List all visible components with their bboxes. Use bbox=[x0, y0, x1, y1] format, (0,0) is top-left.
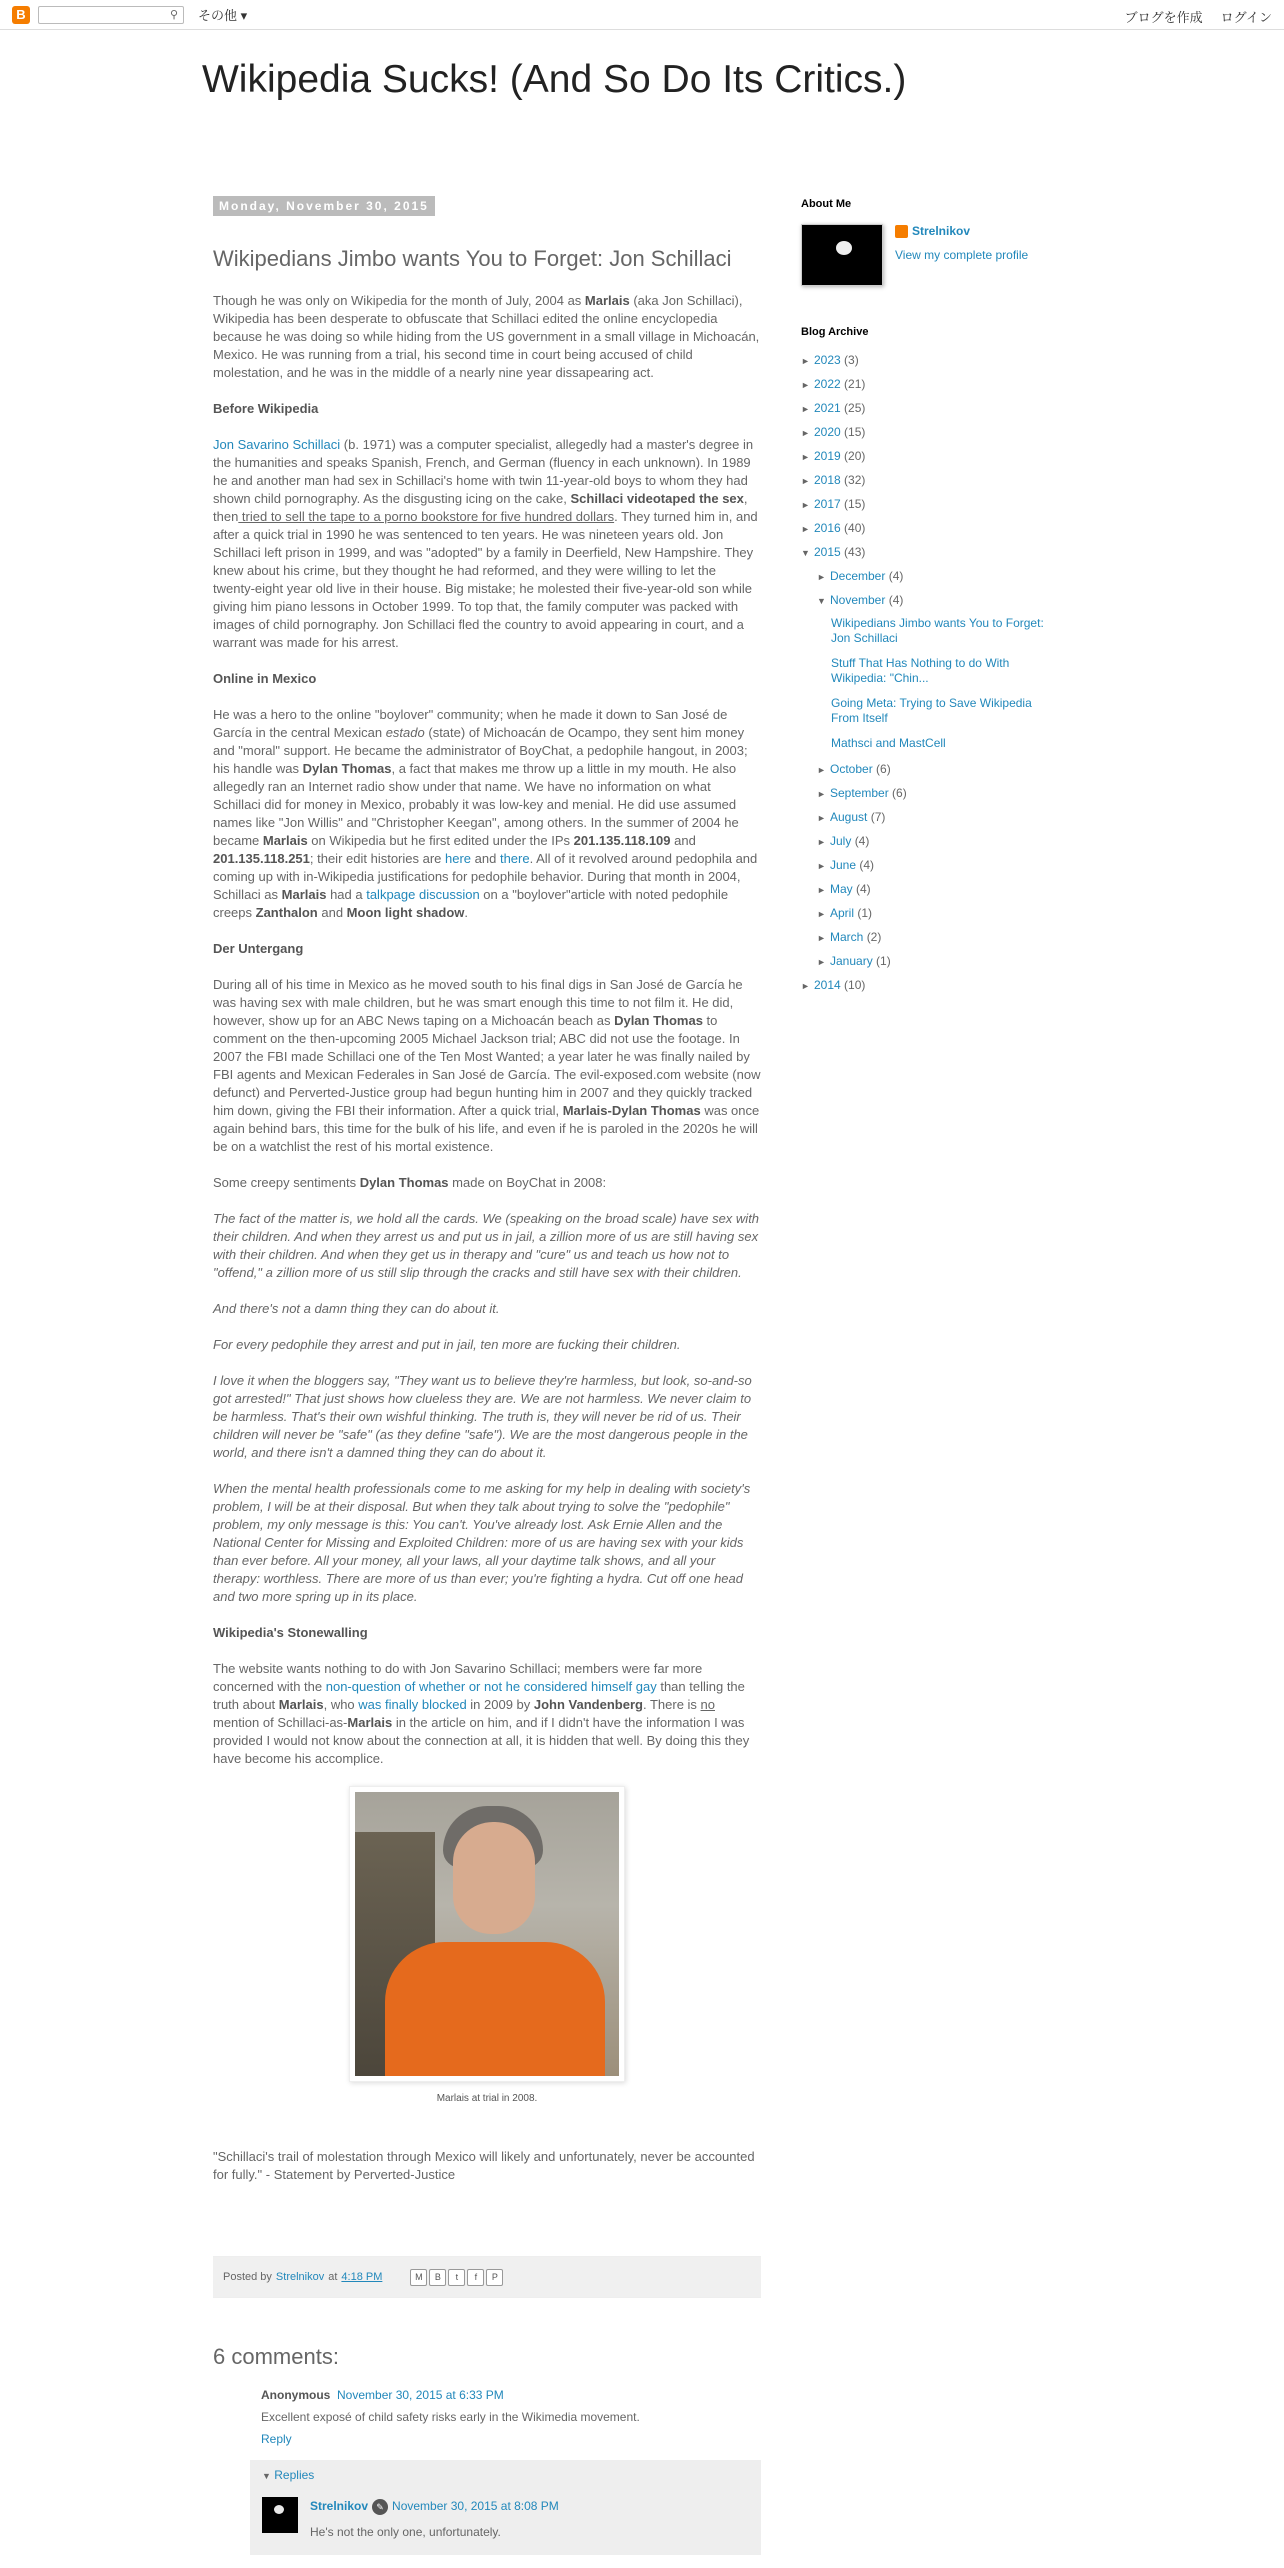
navbar-more-label: その他 bbox=[198, 8, 238, 23]
archive-year-item bbox=[801, 977, 1051, 995]
caret-down-icon: ▾ bbox=[240, 8, 248, 23]
archive-count: (15) bbox=[844, 425, 866, 439]
sidebar bbox=[801, 196, 1051, 1001]
expand-arrow-icon[interactable]: ► bbox=[817, 765, 826, 775]
archive-post-link[interactable]: Wikipedians Jimbo wants You to Forget: Jon Schillaci bbox=[831, 616, 1044, 645]
archive-count: (10) bbox=[844, 978, 866, 992]
triangle-down-icon: ▼ bbox=[262, 2471, 271, 2481]
quote-paragraph: And there's not a damn thing they can do about it. bbox=[213, 1301, 500, 1316]
archive-year-link[interactable]: 2023 bbox=[814, 353, 841, 367]
archive-year-link[interactable]: 2020 bbox=[814, 425, 841, 439]
quote-paragraph: For every pedophile they arrest and put in jail, ten more are fucking their children. bbox=[213, 1337, 681, 1352]
navbar-search-input[interactable] bbox=[38, 6, 184, 24]
untergang-paragraph: During all of his time in Mexico as he moved south to his final digs in San José de García he was having sex with male children, but he was smart enough this time to not film it. He did, however, show up for an ABC News taping on a Michoacán beach as Dylan Thomas to comment on the then-upcoming 2005 Michael Jackson trial; ABC did not use the footage. In 2007 the FBI made Schillaci one of the Ten Most Wanted; a year later he was finally nailed by FBI agents and Mexican Federales in San José de García. The evil-exposed.com website (now defunct) and Perverted-Justice group had begun hunting him in 2007 and they quickly tracked him down, giving the FBI their information. After a quick trial, Marlais-Dylan Thomas was once again behind bars, this time for the bulk of his life, and even if he is paroled in the 2020s he will be on a watchlist the rest of his mortal existence. bbox=[213, 977, 761, 1154]
collapse-arrow-icon[interactable]: ▼ bbox=[817, 596, 826, 606]
expand-arrow-icon[interactable]: ► bbox=[817, 909, 826, 919]
expand-arrow-icon[interactable]: ► bbox=[801, 356, 810, 366]
archive-month-item bbox=[817, 953, 1051, 971]
blog-archive-title: Blog Archive bbox=[801, 326, 869, 338]
archive-post-item bbox=[817, 736, 1051, 751]
archive-post-item bbox=[817, 616, 1051, 646]
archive-month-item bbox=[817, 929, 1051, 947]
archive-month-link[interactable]: March bbox=[830, 930, 864, 944]
about-me-title: About Me bbox=[801, 198, 852, 210]
quote-paragraph: The fact of the matter is, we hold all the cards. We (speaking on the broad scale) have sex with their children. And when they arrest us and put us in jail, a zillion more of us are still having sex with their children. And when they get us in therapy and "cure" us and teach us how not to "offend," a zillion more of us still slip through the cracks and still have sex with their children. bbox=[213, 1211, 760, 1280]
quote-paragraph: When the mental health professionals come to me asking for my help in dealing with society's problem, I will be at their disposal. But when they talk about trying to solve the "pedophile" problem, my only message is this: You can't. You've already lost. Ask Ernie Allen and the National Center for Missing and Exploited Children: more of us are having sex with your kids than ever before. All your money, all your laws, all your daytime talk shows, and all your therapy: worthless. There are more of us than ever; you're fighting a hydra. Cut off one head and two more spring up in its place. bbox=[213, 1481, 751, 1604]
archive-count: (4) bbox=[856, 882, 871, 896]
pinterest-share-icon[interactable]: P bbox=[486, 2269, 503, 2286]
expand-arrow-icon[interactable]: ► bbox=[801, 524, 810, 534]
archive-count: (3) bbox=[844, 353, 859, 367]
archive-year-link[interactable]: 2016 bbox=[814, 521, 841, 535]
post-author-link[interactable]: Strelnikov bbox=[275, 2271, 325, 2283]
online-paragraph: He was a hero to the online "boylover" community; when he made it down to San José de García in the central Mexican estado (state) of Michoacán de Ocampo, they sent him money and "moral" support. He became the administrator of BoyChat, a pedophile hangout, in 2003; his handle was Dylan Thomas, a fact that makes me throw up a little in my mouth. He also allegedly ran an Internet radio show under that name. We have no information on what Schillaci did for money in Mexico, probably it was low-key and menial. He did use assumed names like "Jon Willis" and "Christopher Keegan", among others. In the summer of 2004 he became Marlais on Wikipedia but he first edited under the IPs 201.135.118.109 and 201.135.118.251; their edit histories are here and there. All of it revolved around pedophila and coming up with in-Wikipedia justifications for pedophile behavior. During that month in 2004, Schillaci as Marlais had a talkpage discussion on a "boylover"article with noted pedophile creeps Zanthalon and Moon light shadow. bbox=[213, 707, 758, 920]
archive-post-link[interactable]: Going Meta: Trying to Save Wikipedia From Itself bbox=[831, 696, 1032, 725]
archive-month-item bbox=[817, 857, 1051, 875]
navbar-more-menu[interactable] bbox=[198, 5, 247, 24]
archive-year-item-expanded bbox=[801, 544, 1051, 971]
post-body bbox=[213, 292, 761, 2184]
archive-month-item bbox=[817, 785, 1051, 803]
expand-arrow-icon[interactable]: ► bbox=[817, 861, 826, 871]
section-heading-online: Online in Mexico bbox=[213, 671, 317, 686]
profile-name: Strelnikov bbox=[912, 224, 971, 238]
expand-arrow-icon[interactable]: ► bbox=[801, 404, 810, 414]
expand-arrow-icon[interactable]: ► bbox=[817, 789, 826, 799]
archive-years bbox=[801, 352, 1051, 995]
archive-count: (4) bbox=[888, 593, 904, 607]
archive-year-item bbox=[801, 520, 1051, 538]
photo-caption: Marlais at trial in 2008. bbox=[436, 2093, 538, 2104]
expand-arrow-icon[interactable]: ► bbox=[801, 380, 810, 390]
archive-month-link[interactable]: April bbox=[830, 906, 855, 920]
post-title: Wikipedians Jimbo wants You to Forget: Jon Schillaci bbox=[213, 246, 732, 271]
sentiments-intro: Some creepy sentiments Dylan Thomas made on BoyChat in 2008: bbox=[213, 1175, 607, 1190]
reply-date-link[interactable]: November 30, 2015 at 8:08 PM bbox=[392, 2499, 559, 2513]
archive-year-item bbox=[801, 472, 1051, 490]
archive-month-item bbox=[817, 905, 1051, 923]
expand-arrow-icon[interactable]: ► bbox=[801, 476, 810, 486]
collapse-arrow-icon[interactable]: ▼ bbox=[801, 548, 810, 558]
archive-count: (6) bbox=[876, 762, 891, 776]
archive-year-item bbox=[801, 400, 1051, 418]
search-icon[interactable]: ⚲ bbox=[169, 8, 179, 21]
intro-paragraph: Though he was only on Wikipedia for the month of July, 2004 as Marlais (aka Jon Schillaci), Wikipedia has been desperate to obfuscate that Schillaci edited the online encyclopedia because he was doing so while hiding from the US government in a small village in Michoacán, Mexico. He was running from a trial, his second time in court being accused of child molestation, and he was in the middle of a nearly nine year dissapearing act. bbox=[213, 293, 760, 380]
section-heading-before: Before Wikipedia bbox=[213, 401, 319, 416]
email-share-icon[interactable]: M bbox=[410, 2269, 427, 2286]
there-link[interactable]: there bbox=[499, 851, 530, 866]
blog-title[interactable]: Wikipedia Sucks! (And So Do Its Critics.) bbox=[202, 58, 907, 101]
archive-count: (25) bbox=[844, 401, 866, 415]
profile-name-link[interactable] bbox=[895, 224, 1028, 238]
login-link[interactable]: ログイン bbox=[1220, 10, 1272, 25]
quote-paragraph: I love it when the bloggers say, "They want us to believe they're harmless, but look, so-and-so got arrested!" That just shows how clueless they are. We are not harmless. We never claim to be harmless. That's their own wishful thinking. The truth is, they will never be rid of us. Their children will never be "safe" (as they define "safe"). We are the most dangerous people in the world, and there isn't a damned thing they can do about it. bbox=[213, 1373, 752, 1460]
archive-year-link[interactable]: 2018 bbox=[814, 473, 841, 487]
archive-count: (15) bbox=[844, 497, 866, 511]
photo-frame[interactable] bbox=[349, 1786, 625, 2082]
reply-text: He's not the only one, unfortunately. bbox=[310, 2525, 501, 2539]
archive-year-link[interactable]: 2019 bbox=[814, 449, 841, 463]
november-posts bbox=[817, 616, 1051, 751]
archive-month-link[interactable]: November bbox=[830, 593, 886, 607]
expand-arrow-icon[interactable]: ► bbox=[817, 813, 826, 823]
post-footer bbox=[213, 2256, 761, 2298]
photo-jumpsuit bbox=[385, 1942, 605, 2076]
about-me-widget bbox=[801, 224, 1051, 286]
archive-month-item bbox=[817, 568, 1051, 586]
reply-avatar[interactable] bbox=[262, 2497, 298, 2533]
archive-month-link[interactable]: January bbox=[830, 954, 873, 968]
blogger-logo-icon[interactable]: B bbox=[12, 6, 30, 24]
archive-count: (20) bbox=[844, 449, 866, 463]
comment-item bbox=[261, 2386, 761, 2448]
blocked-link[interactable]: was finally blocked bbox=[358, 1697, 467, 1712]
archive-year-item bbox=[801, 352, 1051, 370]
archive-year-item bbox=[801, 376, 1051, 394]
archive-year-link[interactable]: 2021 bbox=[814, 401, 841, 415]
archive-month-item-expanded bbox=[817, 592, 1051, 751]
archive-year-link[interactable]: 2014 bbox=[814, 978, 841, 992]
archive-month-item bbox=[817, 881, 1051, 899]
expand-arrow-icon[interactable]: ► bbox=[801, 981, 810, 991]
expand-arrow-icon[interactable]: ► bbox=[817, 957, 826, 967]
expand-arrow-icon[interactable]: ► bbox=[817, 572, 826, 582]
reply-item bbox=[262, 2497, 749, 2541]
archive-year-link[interactable]: 2022 bbox=[814, 377, 841, 391]
section-heading-stonewalling: Wikipedia's Stonewalling bbox=[213, 1625, 368, 1640]
archive-count: (32) bbox=[844, 473, 866, 487]
here-link[interactable]: here bbox=[445, 851, 472, 866]
comment-text: Excellent exposé of child safety risks early in the Wikimedia movement. bbox=[261, 2410, 640, 2424]
archive-month-link[interactable]: May bbox=[830, 882, 853, 896]
archive-post-link[interactable]: Mathsci and MastCell bbox=[831, 736, 946, 750]
expand-arrow-icon[interactable]: ► bbox=[817, 837, 826, 847]
archive-year-link[interactable]: 2015 bbox=[814, 545, 841, 559]
replies-toggle[interactable] bbox=[262, 2466, 749, 2485]
create-blog-link[interactable]: ブログを作成 bbox=[1124, 10, 1203, 25]
archive-year-item bbox=[801, 496, 1051, 514]
archive-year-item bbox=[801, 424, 1051, 442]
main-column bbox=[213, 196, 761, 2555]
archive-year-item bbox=[801, 448, 1051, 466]
archive-count: (6) bbox=[892, 786, 907, 800]
share-buttons bbox=[410, 2269, 503, 2286]
expand-arrow-icon[interactable]: ► bbox=[801, 452, 810, 462]
archive-count: (1) bbox=[857, 906, 873, 920]
at-label: at bbox=[328, 2271, 338, 2283]
archive-count: (2) bbox=[866, 930, 882, 944]
archive-month-item bbox=[817, 833, 1051, 851]
section-heading-untergang: Der Untergang bbox=[213, 941, 304, 956]
photo-head bbox=[453, 1822, 535, 1934]
comments-title: 6 comments: bbox=[213, 2344, 339, 2369]
archive-count: (1) bbox=[876, 954, 891, 968]
archive-month-item bbox=[817, 761, 1051, 779]
talkpage-discussion-link[interactable]: talkpage discussion bbox=[366, 887, 480, 902]
archive-count: (40) bbox=[844, 521, 866, 535]
stonewalling-paragraph: The website wants nothing to do with Jon Savarino Schillaci; members were far more concerned with the non-question of whether or not he considered himself gay than telling the truth about Marlais, who was finally blocked in 2009 by John Vandenberg. There is no mention of Schillaci-as-Marlais in the article on him, and if I didn't have the information I was provided I would not know about the connection at all, it is hidden that well. By doing this they have become his accomplice. bbox=[213, 1661, 750, 1766]
pencil-icon: ✎ bbox=[372, 2499, 388, 2515]
blogger-navbar bbox=[0, 0, 1284, 30]
archive-post-item bbox=[817, 696, 1051, 726]
archive-month-link[interactable]: December bbox=[830, 569, 886, 583]
posted-by-label: Posted by bbox=[223, 2271, 272, 2283]
archive-month-link[interactable]: September bbox=[830, 786, 889, 800]
closing-quote: "Schillaci's trail of molestation through Mexico will likely and unfortunately, never be accounted for fully." - Statement by Perverted-Justice bbox=[213, 2149, 755, 2182]
expand-arrow-icon[interactable]: ► bbox=[817, 885, 826, 895]
expand-arrow-icon[interactable]: ► bbox=[817, 933, 826, 943]
twitter-share-icon[interactable]: t bbox=[448, 2269, 465, 2286]
archive-month-link[interactable]: August bbox=[830, 810, 868, 824]
gay-question-link[interactable]: non-question of whether or not he considered himself gay bbox=[325, 1679, 657, 1694]
blogthis-share-icon[interactable]: B bbox=[429, 2269, 446, 2286]
archive-post-item bbox=[817, 656, 1051, 686]
reply-link[interactable]: Reply bbox=[261, 2432, 292, 2446]
archive-month-item bbox=[817, 809, 1051, 827]
post-date-header: Monday, November 30, 2015 bbox=[213, 196, 435, 216]
archive-month-link[interactable]: June bbox=[830, 858, 857, 872]
expand-arrow-icon[interactable]: ► bbox=[801, 428, 810, 438]
before-paragraph: Jon Savarino Schillaci (b. 1971) was a computer specialist, allegedly had a master's degree in the humanities and speaks Spanish, French, and German (fluency in each unknown). In 1989 he and another man had sex in Schillaci's home with twin 11-year-old boys to whom they had shown child pornography. As the disgusting icing on the cake, Schillaci videotaped the sex, then tried to sell the tape to a porno bookstore for five hundred dollars. They turned him in, and after a quick trial in 1990 he was sentenced to ten years. He was nineteen years old. Jon Schillaci left prison in 1999, and was "adopted" by a family in Deerfield, New Hampshire. They knew about his crime, but they thought he had reformed, and they were willing to let the twenty-eight year old live in their house. Big mistake; he molested their five-year-old son while giving him piano lessons in October 1999. To top that, the family computer was packed with images of child pornography. Jon Schillaci fled the country to avoid appearing in court, and a warrant was made for his arrest. bbox=[213, 437, 758, 650]
expand-arrow-icon[interactable]: ► bbox=[801, 500, 810, 510]
archive-count: (4) bbox=[888, 569, 904, 583]
archive-post-link[interactable]: Stuff That Has Nothing to do With Wikipedia: "Chin... bbox=[831, 656, 1010, 685]
archive-months-2015 bbox=[817, 568, 1051, 971]
archive-count: (43) bbox=[844, 545, 866, 559]
archive-month-link[interactable]: July bbox=[830, 834, 852, 848]
archive-count: (4) bbox=[859, 858, 875, 872]
jon-schillaci-link[interactable]: Jon Savarino Schillaci bbox=[213, 437, 341, 452]
comment-date-link[interactable]: November 30, 2015 at 6:33 PM bbox=[337, 2388, 504, 2402]
post-figure bbox=[349, 1786, 625, 2106]
archive-year-link[interactable]: 2017 bbox=[814, 497, 841, 511]
replies-label: Replies bbox=[274, 2468, 315, 2482]
archive-count: (21) bbox=[844, 377, 866, 391]
post-timestamp-link[interactable]: 4:18 PM bbox=[341, 2271, 383, 2283]
profile-avatar[interactable] bbox=[801, 224, 883, 286]
archive-count: (7) bbox=[870, 810, 886, 824]
blogger-profile-icon bbox=[895, 225, 908, 238]
archive-count: (4) bbox=[854, 834, 870, 848]
view-profile-link[interactable]: View my complete profile bbox=[895, 248, 1029, 262]
comment-author: Anonymous bbox=[261, 2388, 331, 2402]
replies-box bbox=[250, 2460, 761, 2555]
blog-archive bbox=[801, 326, 1051, 995]
facebook-share-icon[interactable]: f bbox=[467, 2269, 484, 2286]
reply-author-link[interactable]: Strelnikov bbox=[310, 2499, 369, 2513]
trial-photo[interactable] bbox=[355, 1792, 619, 2076]
archive-month-link[interactable]: October bbox=[830, 762, 873, 776]
